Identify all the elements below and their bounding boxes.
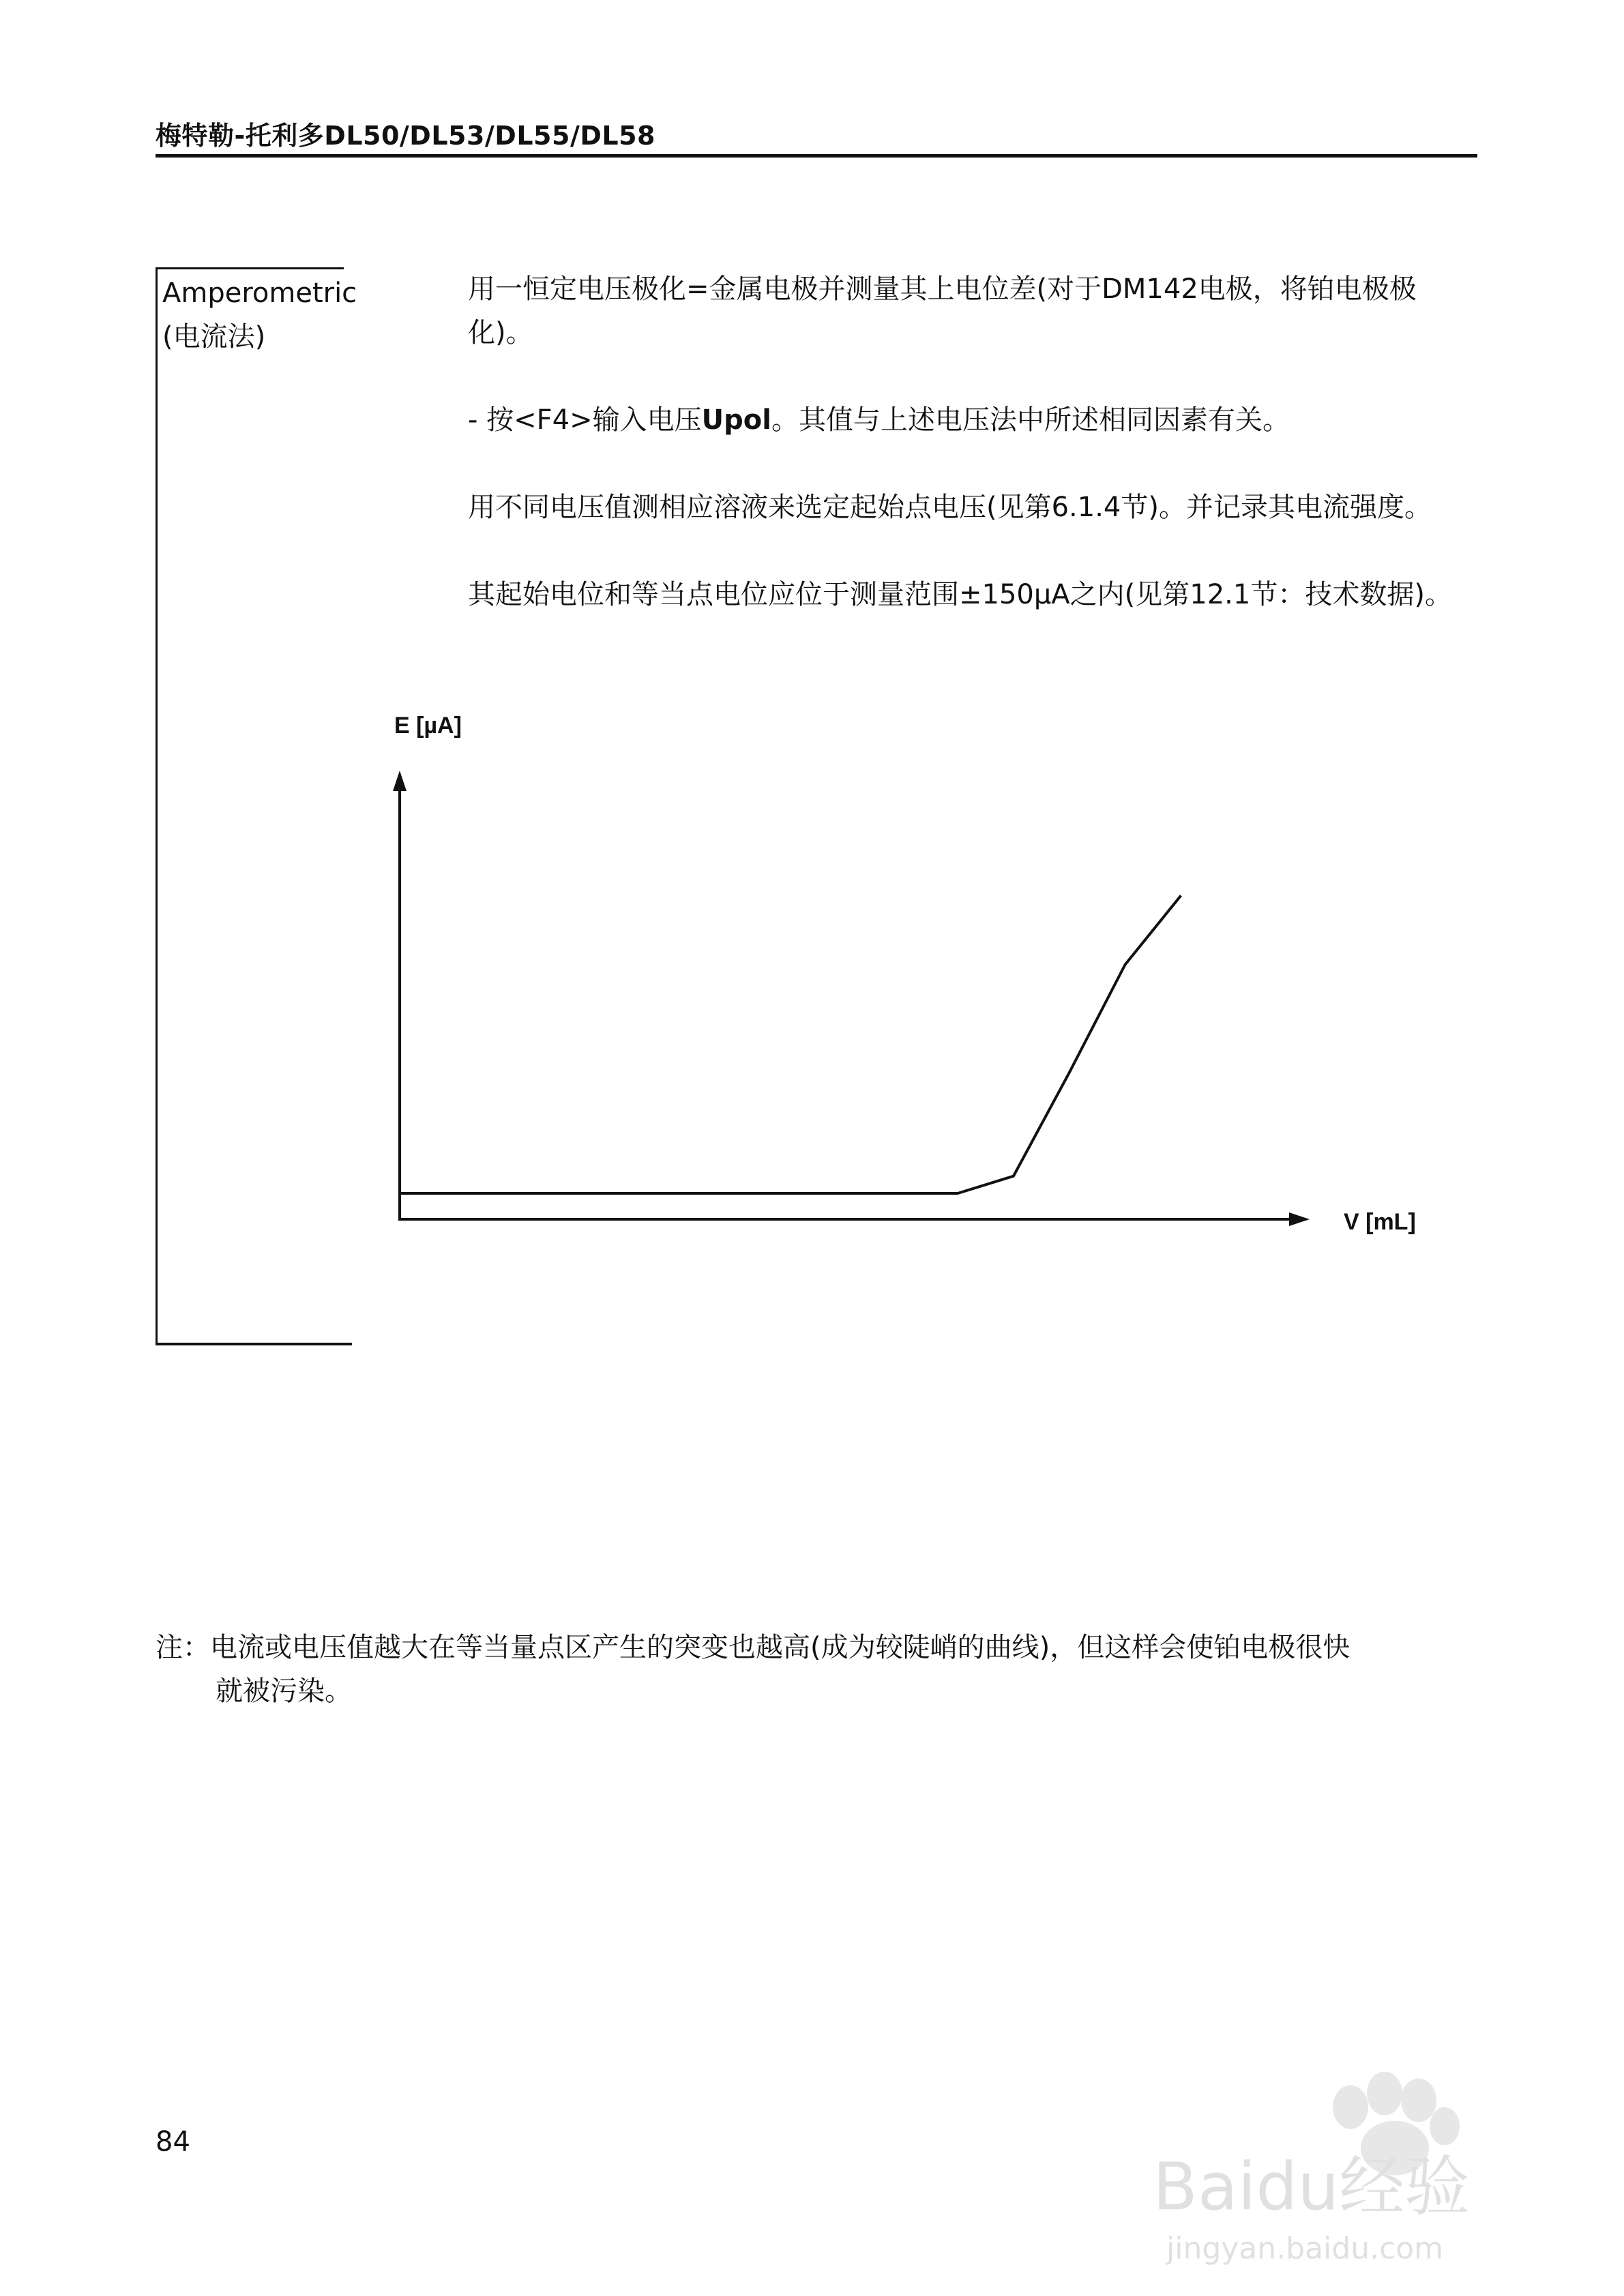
- margin-label-line1: Amperometric: [162, 278, 357, 309]
- header-divider: [156, 154, 1477, 158]
- bullet-instruction: [468, 398, 1477, 442]
- watermark-url: jingyan.baidu.com: [1166, 2231, 1444, 2266]
- measurement-range-paragraph: 其起始电位和等当点电位应位于测量范围±150µA之内(见第12.1节：技术数据)。: [468, 579, 1452, 610]
- watermark-brand: Baidu经验: [1153, 2149, 1471, 2225]
- bullet-bold-term: Upol: [701, 404, 771, 436]
- chart-y-axis-arrow-icon: [393, 771, 407, 791]
- intro-paragraph: 用一恒定电压极化=金属电极并测量其上电位差(对于DM142电极，将铂电极极化)。: [468, 273, 1417, 348]
- voltage-selection-paragraph: 用不同电压值测相应溶液来选定起始点电压(见第6.1.4节)。并记录其电流强度。: [468, 492, 1432, 523]
- page-number: 84: [156, 2126, 190, 2158]
- titration-curve-chart: [341, 702, 1466, 1262]
- margin-label-line2: (电流法): [162, 321, 266, 353]
- chart-series-line: [400, 895, 1181, 1193]
- margin-box-bottom-rule: [156, 1343, 352, 1345]
- footnote-line1: 注：电流或电压值越大在等当量点区产生的突变也越高(成为较陡峭的曲线)，但这样会使铂电极很快: [156, 1632, 1350, 1663]
- chart-y-axis-label: E [µA]: [394, 713, 462, 739]
- margin-box-top-rule: [156, 267, 344, 269]
- chart-x-axis-arrow-icon: [1289, 1212, 1310, 1226]
- footnote-line2: 就被污染。: [216, 1675, 352, 1707]
- footnote: [156, 1626, 1479, 1713]
- bullet-suffix: 。其值与上述电压法中所述相同因素有关。: [771, 404, 1290, 436]
- margin-box-vertical-rule: [156, 267, 158, 1345]
- baidu-watermark: [1146, 2046, 1555, 2271]
- chart-x-axis-label: V [mL]: [1344, 1209, 1416, 1235]
- margin-box-label: [162, 271, 357, 359]
- bullet-prefix: - 按<F4>输入电压: [468, 404, 702, 436]
- header-title: 梅特勒-托利多DL50/DL53/DL55/DL58: [156, 121, 655, 151]
